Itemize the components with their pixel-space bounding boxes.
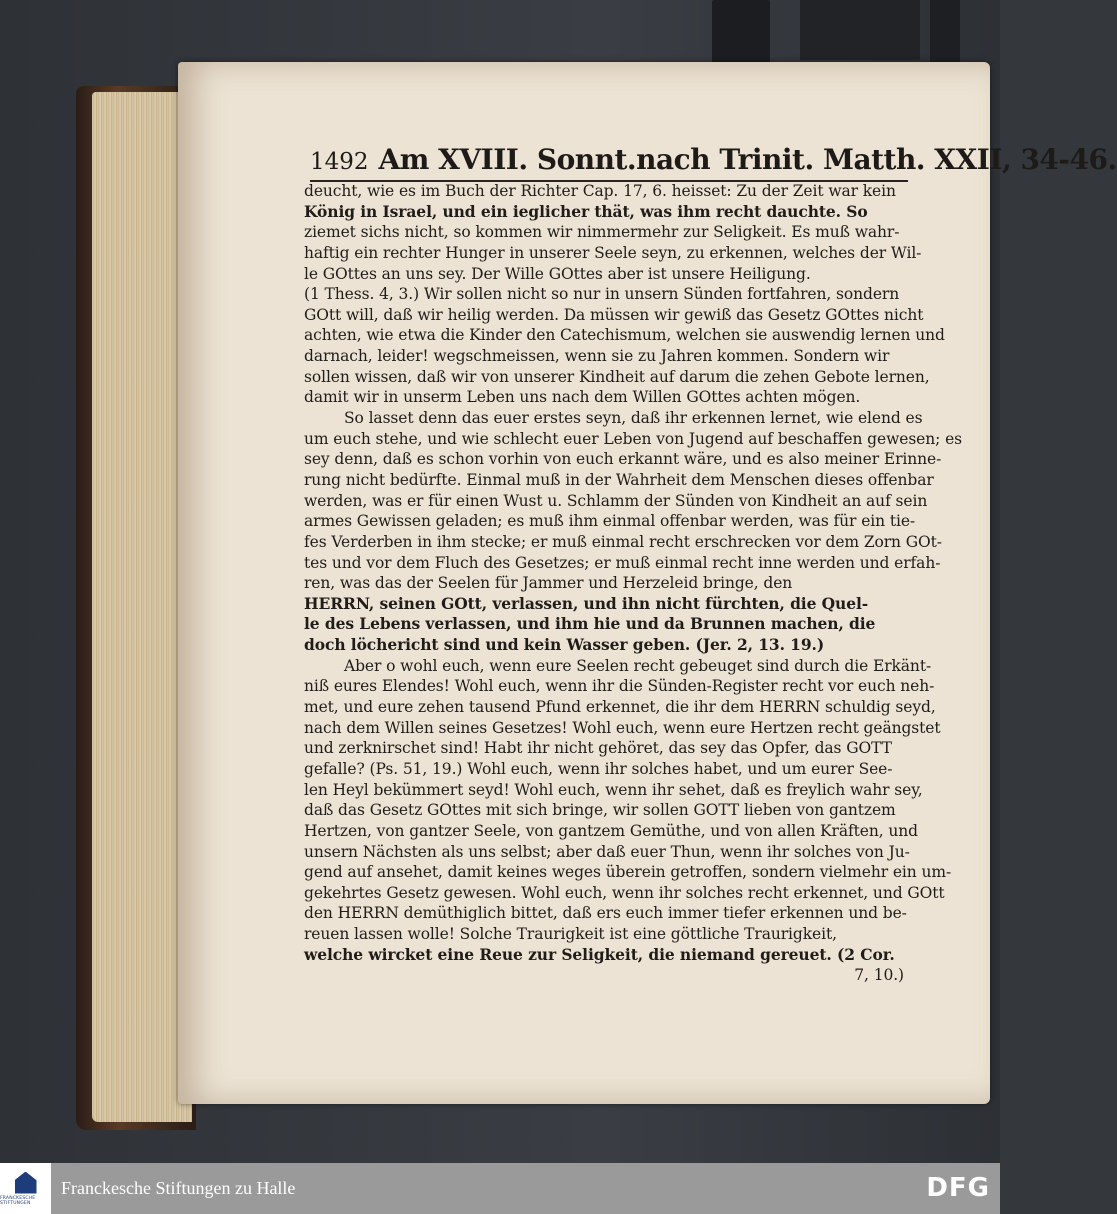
text-line: achten, wie etwa die Kinder den Catechismum, welchen sie auswendig lernen und: [304, 326, 945, 345]
text-line: deucht, wie es im Buch der Richter Cap. 17, 6. heisset: Zu der Zeit war kein: [304, 182, 896, 200]
text-line: doch löchericht sind und kein Wasser geben. (Jer. 2, 13. 19.): [304, 635, 825, 655]
book-clamp: [800, 0, 920, 60]
text-line: (1 Thess. 4, 3.) Wir sollen nicht so nur in unsern Sünden fortfahren, sondern: [304, 285, 900, 304]
text-line: armes Gewissen geladen; es muß ihm einmal offenbar werden, was für ein tie-: [304, 512, 916, 531]
text-line: ziemet sichs nicht, so kommen wir nimmermehr zur Seligkeit. Es muß wahr-: [304, 223, 900, 242]
text-line: niß eures Elendes! Wohl euch, wenn ihr die Sünden-Register recht vor euch neh-: [304, 677, 935, 696]
text-line: und zerknirschet sind! Habt ihr nicht gehöret, das sey das Opfer, das GOTT: [304, 739, 892, 758]
text-line: len Heyl bekümmert seyd! Wohl euch, wenn ihr sehet, daß es freylich wahr sey,: [304, 780, 923, 799]
text-line: gend auf ansehet, damit keines weges überein getroffen, sondern vielmehr ein um-: [304, 863, 952, 882]
page-body-text: [304, 181, 963, 986]
text-line: haftig ein rechter Hunger in unserer Seele seyn, zu erkennen, welches der Wil-: [304, 243, 922, 262]
running-title: Am XVIII. Sonnt.nach Trinit. Matth. XXII, 34-46.: [378, 143, 1117, 176]
text-line: daß das Gesetz GOttes mit sich bringe, wir sollen GOTT lieben von gantzem: [304, 801, 896, 820]
text-line: fes Verderben in ihm stecke; er muß einmal recht erschrecken vor dem Zorn GOt-: [304, 532, 942, 551]
institution-logo[interactable]: [0, 1163, 51, 1214]
text-line: König in Israel, und ein ieglicher thät, was ihm recht dauchte. So: [304, 201, 868, 221]
text-line: sey denn, daß es schon vorhin von euch erkannt wäre, und es also meiner Erinne-: [304, 450, 942, 469]
text-line: unsern Nächsten als uns selbst; aber daß euer Thun, wenn ihr solches von Ju-: [304, 842, 910, 861]
page-edges: [92, 92, 192, 1122]
text-line: 7, 10.): [854, 966, 904, 985]
book-clamp: [930, 0, 960, 66]
text-line: met, und eure zehen tausend Pfund erkennet, die ihr dem HERRN schuldig seyd,: [304, 698, 936, 717]
text-line: um euch stehe, und wie schlecht euer Leben von Jugend auf beschaffen gewesen; es: [304, 429, 963, 448]
institution-name: Franckesche Stiftungen zu Halle: [61, 1178, 296, 1198]
text-line: So lasset denn das euer erstes seyn, daß ihr erkennen lernet, wie elend es: [344, 409, 923, 428]
text-line: gekehrtes Gesetz gewesen. Wohl euch, wenn ihr solches recht erkennet, und GOtt: [304, 883, 945, 902]
text-line: Aber o wohl euch, wenn eure Seelen recht gebeuget sind durch die Erkänt-: [344, 656, 932, 675]
text-line: welche wircket eine Reue zur Seligkeit, die niemand gereuet. (2 Cor.: [304, 944, 895, 964]
text-line: den HERRN demüthiglich bittet, daß ers euch immer tiefer erkennen und be-: [304, 904, 907, 923]
text-line: le des Lebens verlassen, und ihm hie und da Brunnen machen, die: [304, 614, 876, 634]
text-line: nach dem Willen seines Gesetzes! Wohl euch, wenn eure Hertzen recht geängstet: [304, 718, 941, 737]
page-number: 1492: [310, 149, 369, 175]
logo-text: FRANCKESCHE STIFTUNGEN: [0, 1195, 36, 1206]
text-line: gefalle? (Ps. 51, 19.) Wohl euch, wenn ihr solches habet, und um eurer See-: [304, 759, 893, 778]
dfg-logo[interactable]: DFG: [926, 1173, 990, 1203]
text-line: ren, was das der Seelen für Jammer und Herzeleid bringe, den: [304, 574, 793, 593]
text-line: tes und vor dem Fluch des Gesetzes; er muß einmal recht inne werden und erfah-: [304, 553, 941, 572]
text-line: GOtt will, daß wir heilig werden. Da müssen wir gewiß das Gesetz GOttes nicht: [304, 305, 924, 324]
text-line: rung nicht bedürfte. Einmal muß in der Wahrheit dem Menschen dieses offenbar: [304, 470, 934, 489]
text-line: sollen wissen, daß wir von unserer Kindheit auf darum die zehen Gebote lernen,: [304, 367, 930, 386]
text-line: Hertzen, von gantzer Seele, von gantzem Gemüthe, und von allen Kräften, und: [304, 821, 918, 840]
building-icon: [15, 1172, 37, 1194]
running-header: [310, 143, 1117, 181]
text-line: reuen lassen wolle! Solche Traurigkeit ist eine göttliche Traurigkeit,: [304, 925, 837, 944]
text-line: damit wir in unserm Leben uns nach dem Willen GOttes achten mögen.: [304, 388, 861, 407]
book-clamp: [712, 0, 770, 70]
footer-bar: [0, 1163, 1000, 1214]
text-line: HERRN, seinen GOtt, verlassen, und ihn nicht fürchten, die Quel-: [304, 593, 869, 613]
text-line: le GOttes an uns sey. Der Wille GOttes aber ist unsere Heiligung.: [304, 264, 811, 283]
text-line: darnach, leider! wegschmeissen, wenn sie zu Jahren kommen. Sondern wir: [304, 347, 890, 366]
text-line: werden, was er für einen Wust u. Schlamm der Sünden von Kindheit an auf sein: [304, 491, 928, 510]
